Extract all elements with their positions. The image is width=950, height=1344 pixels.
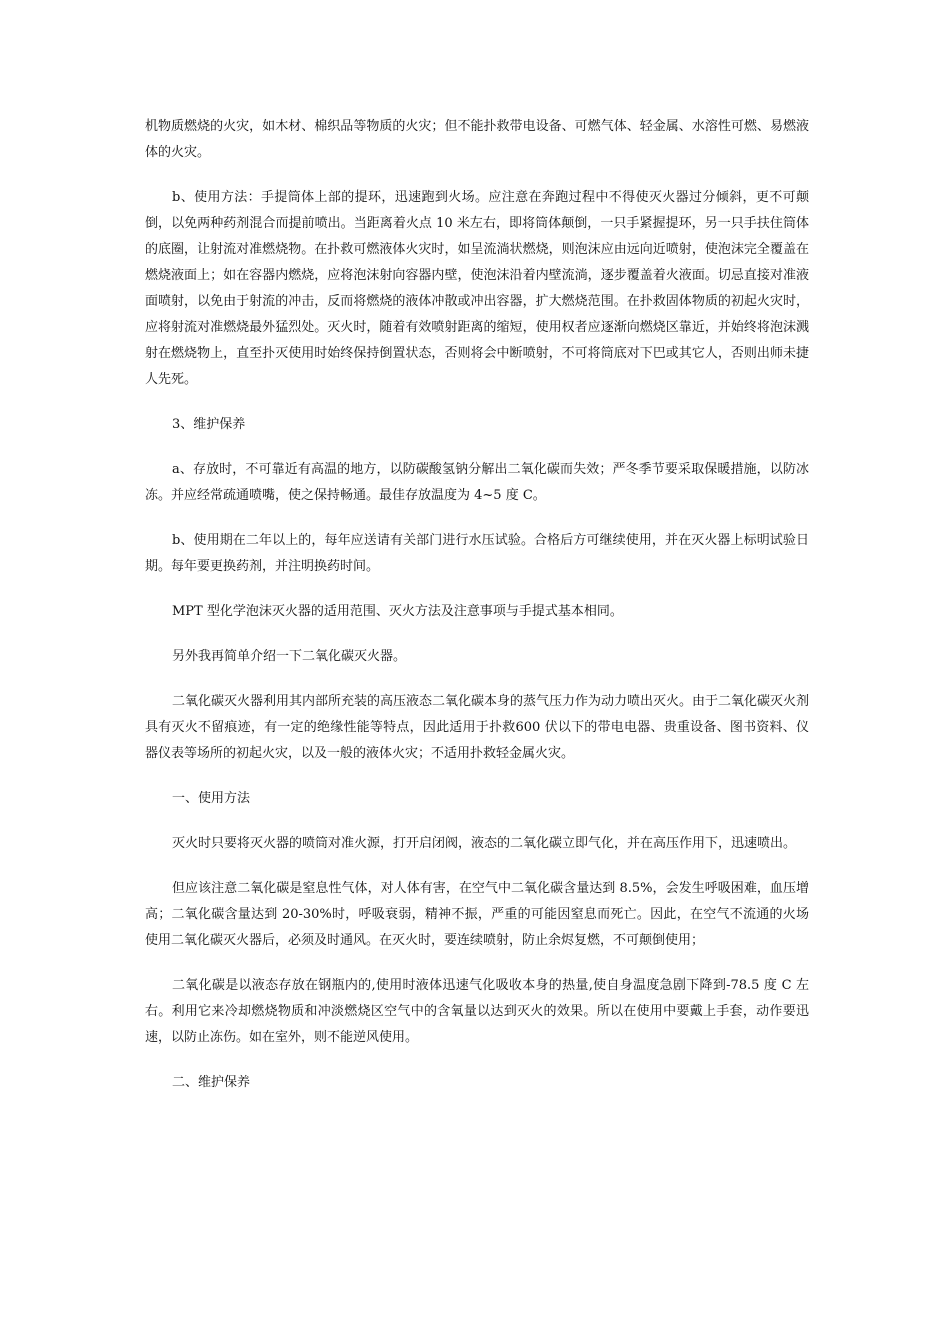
paragraph-usage-method: b、使用方法：手提筒体上部的提环，迅速跑到火场。应注意在奔跑过程中不得使灭火器过分倾斜，更不可颠倒，以免两种药剂混合而提前喷出。当距离着火点 10 米左右，即将筒体颠倒，一只手紧握提环，另一只手扶住筒体的底圈，让射流对准燃烧物。在扑救可燃液体火灾时，如呈流淌状燃烧，则泡沫应由远向近喷射，使泡沫完全覆盖在燃烧液面上；如在容器内燃烧，应将泡沫射向容器内壁，使泡沫沿着内壁流淌，逐步覆盖着火液面。切忌直接对准液面喷射，以免由于射流的冲击，反而将燃烧的液体冲散或冲出容器，扩大燃烧范围。在扑救固体物质的初起火灾时，应将射流对准燃烧最外猛烈处。灭火时，随着有效喷射距离的缩短，使用权者应逐渐向燃烧区靠近，并始终将泡沫溅射在燃烧物上，直至扑灭使用时始终保持倒置状态，否则将会中断喷射，不可将筒底对下巴或其它人，否则出师未捷人先死。 <box>145 190 809 387</box>
paragraph-storage: a、存放时，不可靠近有高温的地方，以防碳酸氢钠分解出二氧化碳而失效；严冬季节要采取保暖措施，以防冰冻。并应经常疏通喷嘴，使之保持畅通。最佳存放温度为 4~5 度 C。 <box>145 462 809 503</box>
paragraph-mpt-type: MPT 型化学泡沫灭火器的适用范围、灭火方法及注意事项与手提式基本相同。 <box>172 604 623 619</box>
paragraph-pressure-test: b、使用期在二年以上的，每年应送请有关部门进行水压试验。合格后方可继续使用，并在灭火器上标明试验日期。每年要更换药剂，并注明换药时间。 <box>145 533 809 574</box>
section-heading-co2-maintenance: 二、维护保养 <box>172 1075 251 1090</box>
paragraph-continuation: 机物质燃烧的火灾，如木材、棉织品等物质的火灾；但不能扑救带电设备、可燃气体、轻金属、水溶性可燃、易燃液体的火灾。 <box>145 119 809 160</box>
document-page <box>145 114 809 1115</box>
section-heading-maintenance: 3、维护保养 <box>172 417 246 432</box>
section-heading-usage: 一、使用方法 <box>172 791 251 806</box>
paragraph-co2-warning: 但应该注意二氧化碳是窒息性气体，对人体有害，在空气中二氧化碳含量达到 8.5%，会发生呼吸困难，血压增高；二氧化碳含量达到 20-30%时，呼吸衰弱，精神不振，严重的可能因窒息而死亡。因此，在空气不流通的火场使用二氧化碳灭火器后，必须及时通风。在灭火时，要连续喷射，防止余烬复燃，不可颠倒使用； <box>145 881 809 948</box>
paragraph-co2-cooling: 二氧化碳是以液态存放在钢瓶内的,使用时液体迅速气化吸收本身的热量,使自身温度急剧下降到-78.5 度 C 左右。利用它来冷却燃烧物质和冲淡燃烧区空气中的含氧量以达到灭火的效果。所以在使用中要戴上手套，动作要迅速，以防止冻伤。如在室外，则不能逆风使用。 <box>145 978 809 1045</box>
paragraph-co2-usage: 灭火时只要将灭火器的喷筒对准火源，打开启闭阀，液态的二氧化碳立即气化，并在高压作用下，迅速喷出。 <box>172 836 797 851</box>
paragraph-co2-description: 二氧化碳灭火器利用其内部所充装的高压液态二氧化碳本身的蒸气压力作为动力喷出灭火。由于二氧化碳灭火剂具有灭火不留痕迹，有一定的绝缘性能等特点，因此适用于扑救600 伏以下的带电电器、贵重设备、图书资料、仪器仪表等场所的初起火灾，以及一般的液体火灾；不适用扑救轻金属火灾。 <box>145 694 810 761</box>
paragraph-co2-intro: 另外我再简单介绍一下二氧化碳灭火器。 <box>172 649 407 664</box>
